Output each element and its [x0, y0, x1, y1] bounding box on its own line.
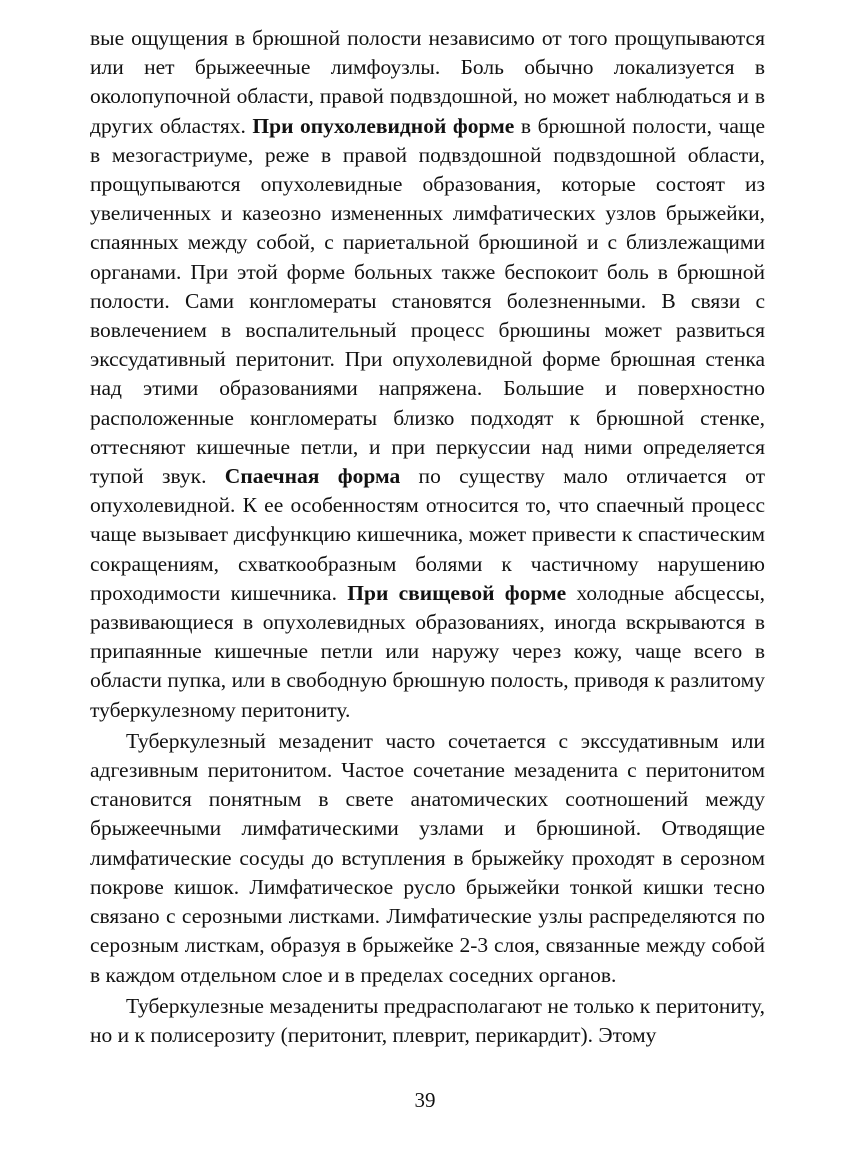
text-segment: холодные абсцессы, развивающиеся в опухолевидных образованиях, иногда вскрываются в припаянные кишечные петли или наружу через кожу, чаще всего в области пупка, или в свободную брюшную полость, приводя к разлитому туберкулезному перитониту.: [90, 580, 765, 722]
bold-term-fistula-form: При свищевой форме: [347, 580, 567, 605]
bold-term-adhesive-form: Спаечная форма: [224, 464, 401, 489]
text-segment: по существу мало отличается от опухолевидной. К ее особенностям относится то, что спаечный процесс чаще вызывает дисфункцию кишечника, может привести к спастическим сокращениям, схваткообразным болями к частичному нарушению проходимости кишечника.: [90, 464, 766, 605]
page-body: [90, 24, 765, 1050]
bold-term-tumor-form: При опухолевидной форме: [252, 113, 515, 138]
paragraph-1: [90, 24, 765, 725]
paragraph-2: [90, 727, 765, 990]
text-segment: вые ощущения в брюшной полости независимо от того прощупываются или нет брыжеечные лимфоузлы. Боль обычно локализуется в околопупочной области, правой подвздошной, но может наблюдаться и в других областях.: [90, 26, 765, 138]
text-segment: Туберкулезные мезадениты предрасполагают не только к перитониту, но и к полисерозиту (перитонит, плеврит, перикардит). Этому: [90, 993, 765, 1047]
text-segment: Туберкулезный мезаденит часто сочетается с экссудативным или адгезивным перитонитом. Частое сочетание мезаденита с перитонитом становится понятным в свете анатомических соотношений между брыжеечными лимфатическими узлами и брюшиной. Отводящие лимфатические сосуды до вступления в брыжейку проходят в серозном покрове кишок. Лимфатическое русло брыжейки тонкой кишки тесно связано с серозными листками. Лимфатические узлы распределяются по серозным листкам, образуя в брыжейке 2-3 слоя, связанные между собой в каждом отдельном слое и в пределах соседних органов.: [90, 728, 765, 987]
page-number: 39: [414, 1088, 436, 1112]
text-segment: в брюшной полости, чаще в мезогастриуме, реже в правой подвздошной подвздошной области, прощупываются опухолевидные образования, которые состоят из увеличенных и казеозно измененных лимфатических узлов брыжейки, спаянных между собой, с париетальной брюшиной и с близлежащими органами. При этой форме больных также беспокоит боль в брюшной полости. Сами конгломераты становятся болезненными. В связи с вовлечением в воспалительный процесс брюшины может развиться экссудативный перитонит. При опухолевидной форме брюшная стенка над этими образованиями напряжена. Большие и поверхностно расположенные конгломераты близко подходят к брюшной стенке, оттесняют кишечные петли, и при перкуссии над ними определяется тупой звук.: [90, 113, 765, 489]
paragraph-3: [90, 992, 765, 1050]
